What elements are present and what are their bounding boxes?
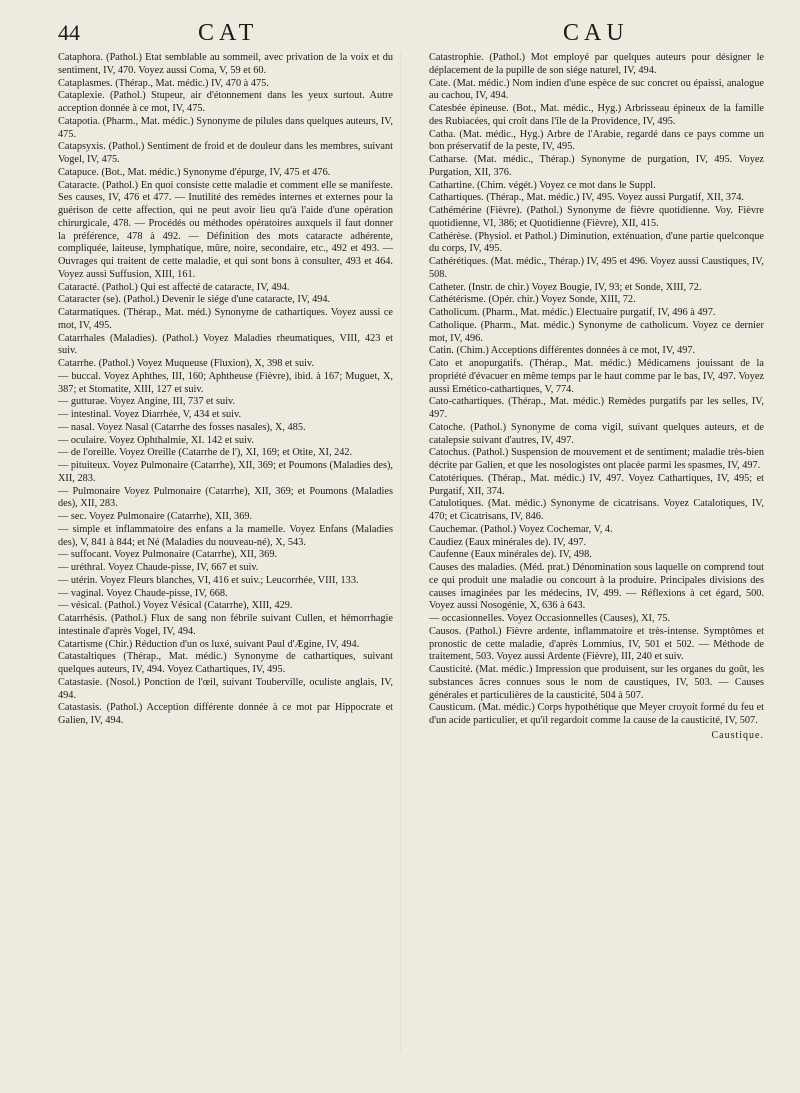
index-entry: Cathétérisme. (Opér. chir.) Voyez Sonde, XIII, 72. <box>429 294 636 306</box>
left-column <box>58 52 393 741</box>
index-entry: Cate. (Mat. médic.) Nom indien d'une espèce de suc concret ou épaissi, analogue au cachou, IV, 494. <box>429 77 764 102</box>
index-entry: Catapotia. (Pharm., Mat. médic.) Synonyme de pilules dans quelques auteurs, IV, 475. <box>58 115 393 140</box>
index-entry: — sec. Voyez Pulmonaire (Catarrhe), XII, 369. <box>58 511 253 522</box>
index-entry: — occasionnelles. Voyez Occasionnelles (Causes), XI, 75. <box>429 613 670 624</box>
index-entry: Cauchemar. (Pathol.) Voyez Cochemar, V, 4. <box>429 523 613 535</box>
index-entry: — buccal. Voyez Aphthes, III, 160; Aphtheuse (Fièvre), ibid. à 167; Muguet, X, 387; et Stomatite, XIII, 127 et suiv. <box>58 370 393 395</box>
index-entry: — suffocant. Voyez Pulmonaire (Catarrhe), XII, 369. <box>58 549 278 561</box>
page-number: 44 <box>58 20 80 45</box>
index-entry: Catin. (Chim.) Acceptions différentes données à ce mot, IV, 497. <box>429 345 696 357</box>
index-entry: Catastrophie. (Pathol.) Mot employé par quelques auteurs pour désigner le déplacement de la pupille de son siége naturel, IV, 494. <box>429 52 764 76</box>
index-entry: Catha. (Mat. médic., Hyg.) Arbre de l'Arabie, regardé dans ce pays comme un bon préservatif de la peste, IV, 495. <box>429 128 764 153</box>
index-entry: Catastaltiques (Thérap., Mat. médic.) Synonyme de cathartiques, suivant quelques auteurs, IV, 494. Voyez Cathartiques, IV, 495. <box>58 651 393 675</box>
index-entry: — intestinal. Voyez Diarrhée, V, 434 et suiv. <box>58 409 242 420</box>
index-entry: Cathérétiques. (Mat. médic., Thérap.) IV, 495 et 496. Voyez aussi Caustiques, IV, 508. <box>429 256 764 280</box>
index-entry: Catartisme (Chir.) Réduction d'un os luxé, suivant Paul d'Ægine, IV, 494. <box>58 638 360 650</box>
index-entry: — simple et inflammatoire des enfans a la mamelle. Voyez Enfans (Maladies des), V, 841 à 844; et Né (Maladies du nouveau-né), X, 543. <box>58 523 393 548</box>
running-head-left: CAT <box>198 20 259 46</box>
index-entry: Cataphora. (Pathol.) Etat semblable au sommeil, avec privation de la voix et du sentiment, IV, 470. Voyez aussi Coma, V, 59 et 60. <box>58 52 393 76</box>
index-entry: Catholicum. (Pharm., Mat. médic.) Electuaire purgatif, IV, 496 à 497. <box>429 307 716 318</box>
index-entry: Cataracte. (Pathol.) En quoi consiste cette maladie et comment elle se manifeste. Ses causes, IV, 476 et 477. — Inutilité des remèdes internes et externes pour la guérison de cette affection, qui ne peut avoir lieu qu'à l'aide d'une opération chirurgicale, 478. — Procédés ou méthodes opératoires auxquels il faut donner la préférence, 478 à 492. — Définition des mots cataracte adhérente, compliquée, laiteuse, lymphatique, mûre, noire, secondaire, etc., 492 et 493. — Ouvrages qui traitent de cette maladie, et qui sont bons à consulter, 493 et 464. Voyez aussi Suffusion, XIII, 161. <box>58 179 393 280</box>
index-entry: — nasal. Voyez Nasal (Catarrhe des fosses nasales), X, 485. <box>58 421 306 433</box>
catchword: Caustique. <box>711 729 764 741</box>
index-entry: Cataracter (se). (Pathol.) Devenir le siége d'une cataracte, IV, 494. <box>58 294 331 306</box>
index-entry: — Pulmonaire Voyez Pulmonaire (Catarrhe), XII, 369; et Poumons (Maladies des), XII, 283. <box>58 485 393 510</box>
index-entry: Catotériques. (Thérap., Mat. médic.) IV, 497. Voyez Cathartiques, IV, 495; et Purgatif, XII, 374. <box>429 472 764 497</box>
index-entry: — vaginal. Voyez Chaude-pisse, IV, 668. <box>58 587 228 599</box>
index-entry: Causes des maladies. (Méd. prat.) Dénomination sous laquelle on comprend tout ce qui produit une maladie ou concourt à la produire. Principales divisions des causes imaginées par les médecins, IV, 499. — Réflexions à cet égard, 500. Voyez aussi Nosogénie, X, 636 à 643. <box>429 562 764 612</box>
index-entry: Causticum. (Mat. médic.) Corps hypothétique que Meyer croyoit formé du feu et d'un acide particulier, et qu'il regardoit comme la cause de la causticité, IV, 507. <box>429 702 764 726</box>
index-entry: Catesbée épineuse. (Bot., Mat. médic., Hyg.) Arbrisseau épineux de la famille des Rubiacées, qui croît dans l'île de la Providence, IV, 495. <box>429 103 764 127</box>
index-entry: Catarmatiques. (Thérap., Mat. méd.) Synonyme de cathartiques. Voyez aussi ce mot, IV, 495. <box>58 307 393 331</box>
index-entry: Catheter. (Instr. de chir.) Voyez Bougie, IV, 93; et Sonde, XIII, 72. <box>429 281 702 293</box>
index-entry: — oculaire. Voyez Ophthalmie, XI. 142 et suiv. <box>58 434 254 446</box>
index-entry: Catarrhe. (Pathol.) Voyez Muqueuse (Fluxion), X, 398 et suiv. <box>58 358 315 369</box>
index-entry: Catoche. (Pathol.) Synonyme de coma vigil, suivant quelques auteurs, et de catalepsie suivant d'autres, IV, 497. <box>429 421 764 446</box>
index-entry: Causticité. (Mat. médic.) Impression que produisent, sur les organes du goût, les substances âcres connues sous le nom de caustiques, IV, 503. — Causes générales et particulières de la causticité, 504 à 507. <box>429 664 764 701</box>
index-entry: Cataplasmes. (Thérap., Mat. médic.) IV, 470 à 475. <box>58 77 269 89</box>
index-entry: — pituiteux. Voyez Pulmonaire (Catarrhe), XII, 369; et Poumons (Maladies des), XII, 283. <box>58 460 393 484</box>
index-entry: Causos. (Pathol.) Fièvre ardente, inflammatoire et très-intense. Symptômes et pronostic de cette maladie, d'après Lommius, IV, 501 et 502. — Méthode de traitement, 503. Voyez aussi Ardente (Fièvre), III, 240 et suiv. <box>429 625 764 663</box>
column-divider <box>400 52 401 1052</box>
index-entry: Catastasie. (Nosol.) Ponction de l'œil, suivant Touberville, oculiste anglais, IV, 494. <box>58 676 393 701</box>
index-entry: Caudiez (Eaux minérales de). IV, 497. <box>429 536 587 548</box>
index-entry: Catastasis. (Pathol.) Acception différente donnée à ce mot par Hippocrate et Galien, IV, 494. <box>58 702 393 726</box>
index-entry: Catulotiques. (Mat. médic.) Synonyme de cicatrisans. Voyez Catalotiques, IV, 470; et Cicatrisans, IV, 846. <box>429 498 764 522</box>
index-entry: Cathartine. (Chim. végét.) Voyez ce mot dans le Suppl. <box>429 179 656 191</box>
index-entry: Cataplexie. (Pathol.) Stupeur, air d'étonnement dans les yeux surtout. Autre acception donnée à ce mot, IV, 475. <box>58 90 393 114</box>
index-entry: Cathartiques. (Thérap., Mat. médic.) IV, 495. Voyez aussi Purgatif, XII, 374. <box>429 192 744 204</box>
index-entry: Catapuce. (Bot., Mat. médic.) Synonyme d'épurge, IV, 475 et 476. <box>58 166 331 178</box>
index-entry: — uréthral. Voyez Chaude-pisse, IV, 667 et suiv. <box>58 562 259 573</box>
index-entry: — gutturae. Voyez Angine, III, 737 et suiv. <box>58 396 236 408</box>
running-head-right: CAU <box>563 20 629 46</box>
index-entry: Caufenne (Eaux minérales de). IV, 498. <box>429 549 592 561</box>
right-column <box>429 52 764 741</box>
index-entry: Cataracté. (Pathol.) Qui est affecté de cataracte, IV, 494. <box>58 281 290 293</box>
index-entry: Catapsyxis. (Pathol.) Sentiment de froid et de douleur dans les membres, suivant Vogel, IV, 475. <box>58 141 393 165</box>
columns <box>58 52 764 741</box>
index-entry: Catharse. (Mat. médic., Thérap.) Synonyme de purgation, IV, 495. Voyez Purgation, XII, 376. <box>429 154 764 178</box>
index-entry: Catochus. (Pathol.) Suspension de mouvement et de sentiment; maladie très-bien décrite par Galien, et que les nosologistes ont placée parmi les spasmes, IV, 497. <box>429 447 764 471</box>
index-entry: Cathémérine (Fièvre). (Pathol.) Synonyme de fièvre quotidienne. Voy. Fièvre quotidienne, VI, 386; et Quotidienne (Fièvre), XII, 415. <box>429 205 764 229</box>
index-entry: Cato-cathartiques. (Thérap., Mat. médic.) Remèdes purgatifs par les selles, IV, 497. <box>429 396 764 420</box>
running-head <box>58 18 764 52</box>
index-entry: — vésical. (Pathol.) Voyez Vésical (Catarrhe), XIII, 429. <box>58 600 293 612</box>
index-entry: Catarrhésis. (Pathol.) Flux de sang non fébrile suivant Cullen, et hémorrhagie intestinale d'après Vogel, IV, 494. <box>58 613 393 637</box>
right-column-entries <box>429 52 764 728</box>
index-entry: — utérin. Voyez Fleurs blanches, VI, 416 et suiv.; Leucorrhée, VIII, 133. <box>58 574 359 586</box>
index-entry: Cato et anopurgatifs. (Thérap., Mat. médic.) Médicamens jouissant de la propriété d'évacuer en même temps par le haut comme par le bas, IV, 497. Voyez aussi Emético-cathartiques, V, 774. <box>429 358 764 395</box>
index-entry: Catholique. (Pharm., Mat. médic.) Synonyme de catholicum. Voyez ce dernier mot, IV, 496. <box>429 319 764 344</box>
index-entry: — de l'oreille. Voyez Oreille (Catarrhe de l'), XI, 169; et Otite, XI, 242. <box>58 447 353 459</box>
index-entry: Catarrhales (Maladies). (Pathol.) Voyez Maladies rheumatiques, VIII, 423 et suiv. <box>58 332 393 357</box>
index-entry: Cathérèse. (Physiol. et Pathol.) Diminution, exténuation, d'une partie quelconque du corps, IV, 495. <box>429 230 764 255</box>
